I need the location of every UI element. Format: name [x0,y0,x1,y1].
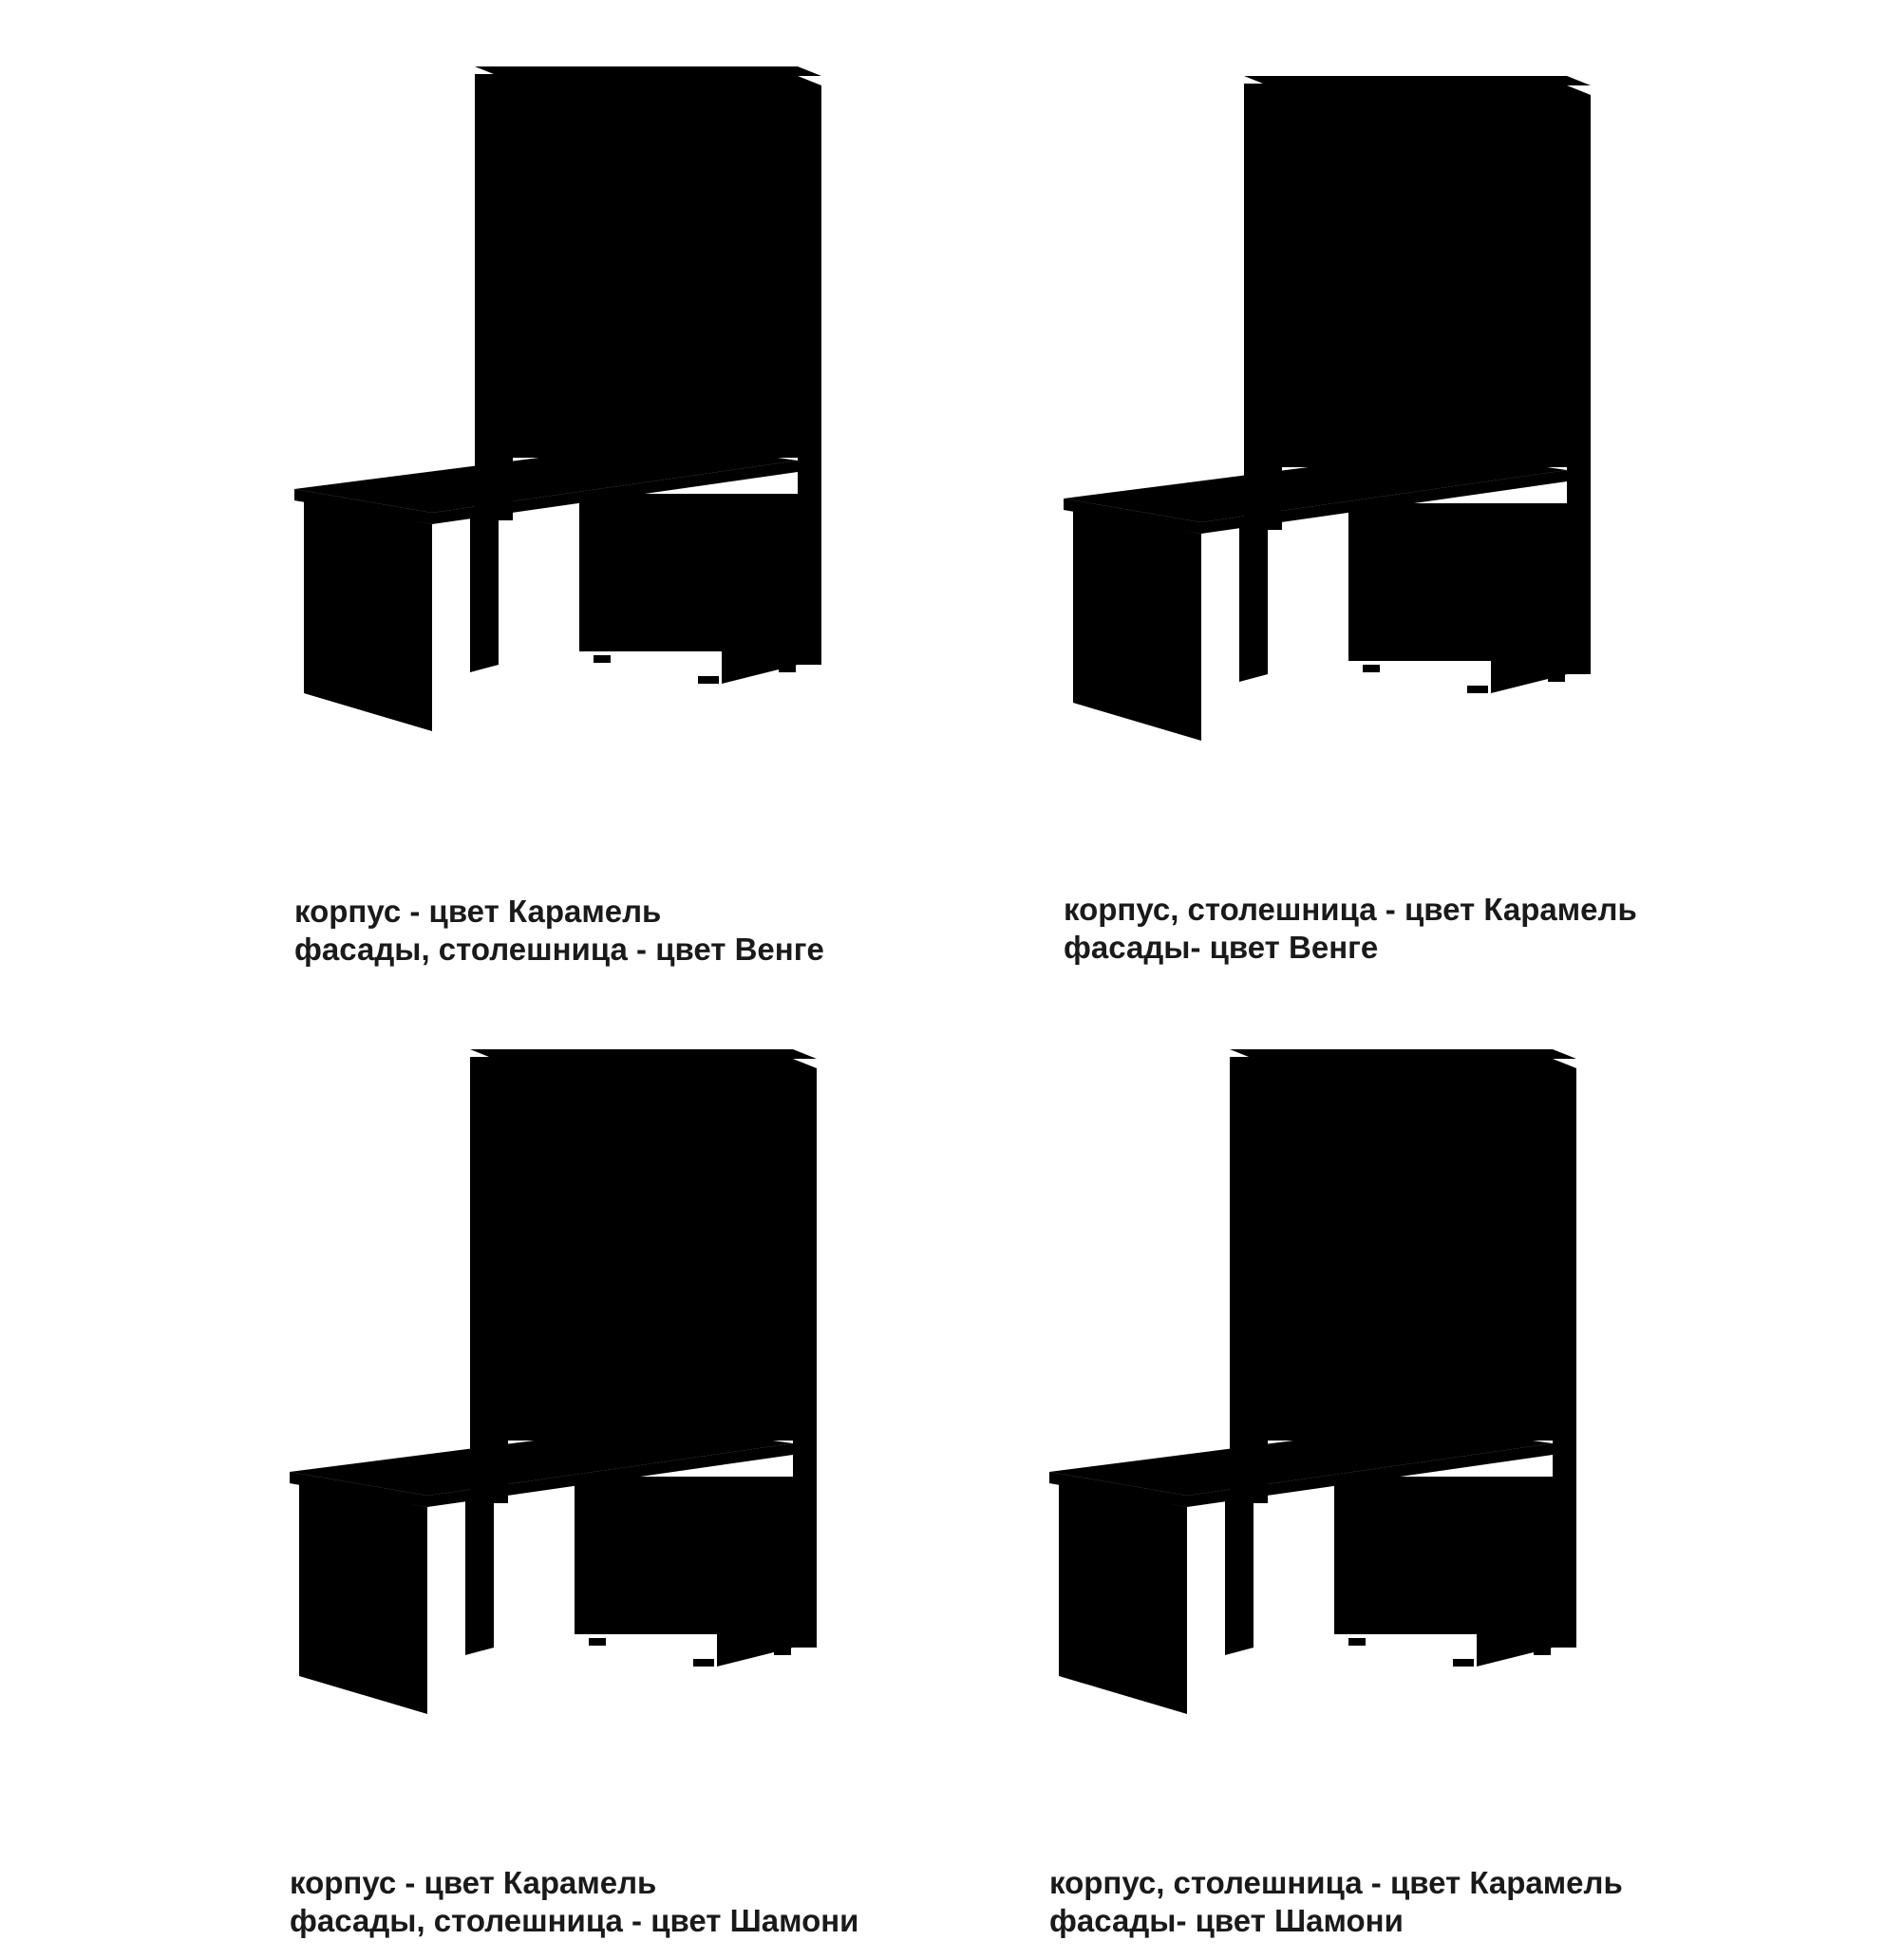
variant-card-4 [1021,1040,1686,1951]
variant-card-2 [1035,66,1681,978]
caption-line-2: фасады- цвет Венге [1064,930,1379,965]
caption-line-2: фасады, столешница - цвет Шамони [290,1903,859,1938]
variant-caption [1064,891,1637,967]
caption-line-1: корпус, столешница - цвет Карамель [1064,892,1637,927]
variant-caption [294,893,824,969]
variant-caption [1049,1864,1623,1940]
variant-card-1 [266,57,855,978]
caption-line-2: фасады, столешница - цвет Венге [294,932,824,967]
desk-image [266,57,836,741]
caption-line-1: корпус, столешница - цвет Карамель [1049,1865,1623,1900]
desk-image [1021,1040,1591,1724]
desk-image [1035,66,1605,750]
caption-line-2: фасады- цвет Шамони [1049,1903,1404,1938]
caption-line-1: корпус - цвет Карамель [290,1865,657,1900]
caption-line-1: корпус - цвет Карамель [294,894,662,929]
variant-caption [290,1864,858,1940]
desk-image [261,1040,831,1724]
variant-card-3 [261,1040,926,1951]
